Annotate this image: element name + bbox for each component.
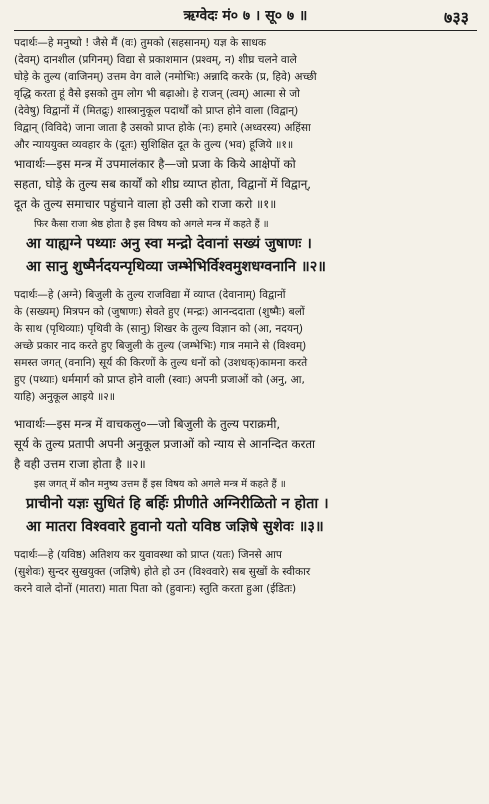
mantra-line: आ मातरा विश्ववारे हुवानो यतो यविष्ठ जज्ञिषे सुशेवः ॥३॥ xyxy=(26,519,324,535)
header-title: ऋग्वेदः मं० ७ । सू० ७ ॥ xyxy=(183,8,308,24)
bhavartha-line: भावार्थः—इस मन्त्र में उपमालंकार है—जो प्रजा के किये आक्षेपों को xyxy=(14,157,296,171)
mantra-line: प्राचीनो यज्ञः सुधितं हि बर्हिः प्रीणीते अग्निरीळितो न होता । xyxy=(26,496,329,512)
header-rule xyxy=(14,30,477,31)
mantra-line: आ सानु शुष्मैर्नदयन्पृथिव्या जम्भेभिर्विश्वमुशधग्वनानि ॥२॥ xyxy=(26,259,326,275)
padartha-line: (देवेषु) विद्वानों में (मितद्रुः) शास्त्रानुकूल पदार्थों को प्राप्त होने वाला (विद्वान्) xyxy=(14,105,299,117)
padartha-line: घोड़े के तुल्य (वाजिनम्) उत्तम वेग वाले (नमोभिः) अन्नादि करके (प्र, हिवे) अच्छी xyxy=(14,71,317,83)
padartha-line: पदार्थः—हे (यविष्ठ) अतिशय कर युवावस्था को प्राप्त (यतः) जिनसे आप xyxy=(14,549,282,561)
padartha-line: करने वाले दोनों (मातरा) माता पिता को (हुवानः) स्तुति करता हुआ (ईडितः) xyxy=(14,583,297,595)
running-header xyxy=(14,6,477,28)
padartha-line: समस्त जगत् (वनानि) सूर्य की किरणों के तुल्य धनों को (उशधक्)कामना करते xyxy=(14,357,308,369)
bhavartha-line: भावार्थः—इस मन्त्र में वाचकलु०—जो बिजुली के तुल्य पराक्रमी, xyxy=(14,417,281,431)
padartha-line: के (सख्यम्) मित्रपन को (जुषाणः) सेवते हुए (मन्द्रः) आनन्ददाता (शुष्मैः) बलों xyxy=(14,306,305,318)
padartha-line: याहि) अनुकूल आइये ॥२॥ xyxy=(14,391,116,403)
padartha-line: (सुशेवः) सुन्दर सुखयुक्त (जज्ञिषे) होते हो उन (विश्ववारे) सब सुखों के स्वीकार xyxy=(14,566,311,578)
padartha-line: के साथ (पृथिव्याः) पृथिवी के (सानु) शिखर के तुल्य विज्ञान को (आ, नदयन्) xyxy=(14,323,304,335)
padartha-line: हुए (पथ्याः) धर्ममार्ग को प्राप्त होने वाली (स्वाः) अपनी प्रजाओं को (अनु, आ, xyxy=(14,374,305,386)
section-1 xyxy=(14,35,477,214)
padartha-line: विद्वान् (विविदे) जाना जाता है उसको प्राप्त होके (नः) हमारे (अध्वरस्य) अहिंसा xyxy=(14,122,311,134)
padartha-line: वृद्धि करता हूं वैसे इसको तुम लोग भी बढ़ाओ। हे राजन् (त्वम्) आत्मा से जो xyxy=(14,88,300,100)
bhavartha-line: दूत के तुल्य समाचार पहुंचाने वाला हो उसी को राजा करो ॥१॥ xyxy=(14,197,277,211)
bhavartha-line: सहता, घोड़े के तुल्य सब कार्यों को शीघ्र व्याप्त होता, विद्वानों में विद्वान्, xyxy=(14,177,312,191)
padartha-line: (देवम्) दानशील (प्रगिनम्) विद्या से प्रकाशमान (प्रश्वम्, न) शीघ्र चलने वाले xyxy=(14,54,297,66)
padartha-line: पदार्थः—हे (अग्ने) बिजुली के तुल्य राजविद्या में व्याप्त (देवानाम्) विद्वानों xyxy=(14,289,286,301)
padartha-line: और न्याययुक्त व्यवहार के (दूतः) सुशिक्षित दूत के तुल्य (भव) हूजिये ॥१॥ xyxy=(14,139,294,151)
bhavartha-line: है वही उत्तम राजा होता है ॥२॥ xyxy=(14,457,146,471)
mantra-intro: फिर कैसा राजा श्रेष्ठ होता है इस विषय को अगले मन्त्र में कहते हैं ॥ xyxy=(34,219,269,230)
mantra-line: आ याह्यग्ने पथ्याः अनु स्वा मन्द्रो देवानां सख्यं जुषाणः । xyxy=(26,236,312,252)
section-2 xyxy=(14,217,477,474)
bhavartha-line: सूर्य के तुल्य प्रतापी अपनी अनुकूल प्रजाओं को न्याय से आनन्दित करता xyxy=(14,437,316,451)
page-number: ७३३ xyxy=(444,8,469,27)
section-3 xyxy=(14,477,477,598)
mantra-intro: इस जगत् में कौन मनुष्य उत्तम हैं इस विषय को अगले मन्त्र में कहते हैं ॥ xyxy=(34,479,286,490)
padartha-line: अच्छे प्रकार नाद करते हुए बिजुली के तुल्य (जम्भेभिः) गात्र नमाने से (विश्वम्) xyxy=(14,340,307,352)
padartha-line: पदार्थः—हे मनुष्यो ! जैसे मैं (वः) तुमको (सहसानम्) यज्ञ के साधक xyxy=(14,37,267,49)
